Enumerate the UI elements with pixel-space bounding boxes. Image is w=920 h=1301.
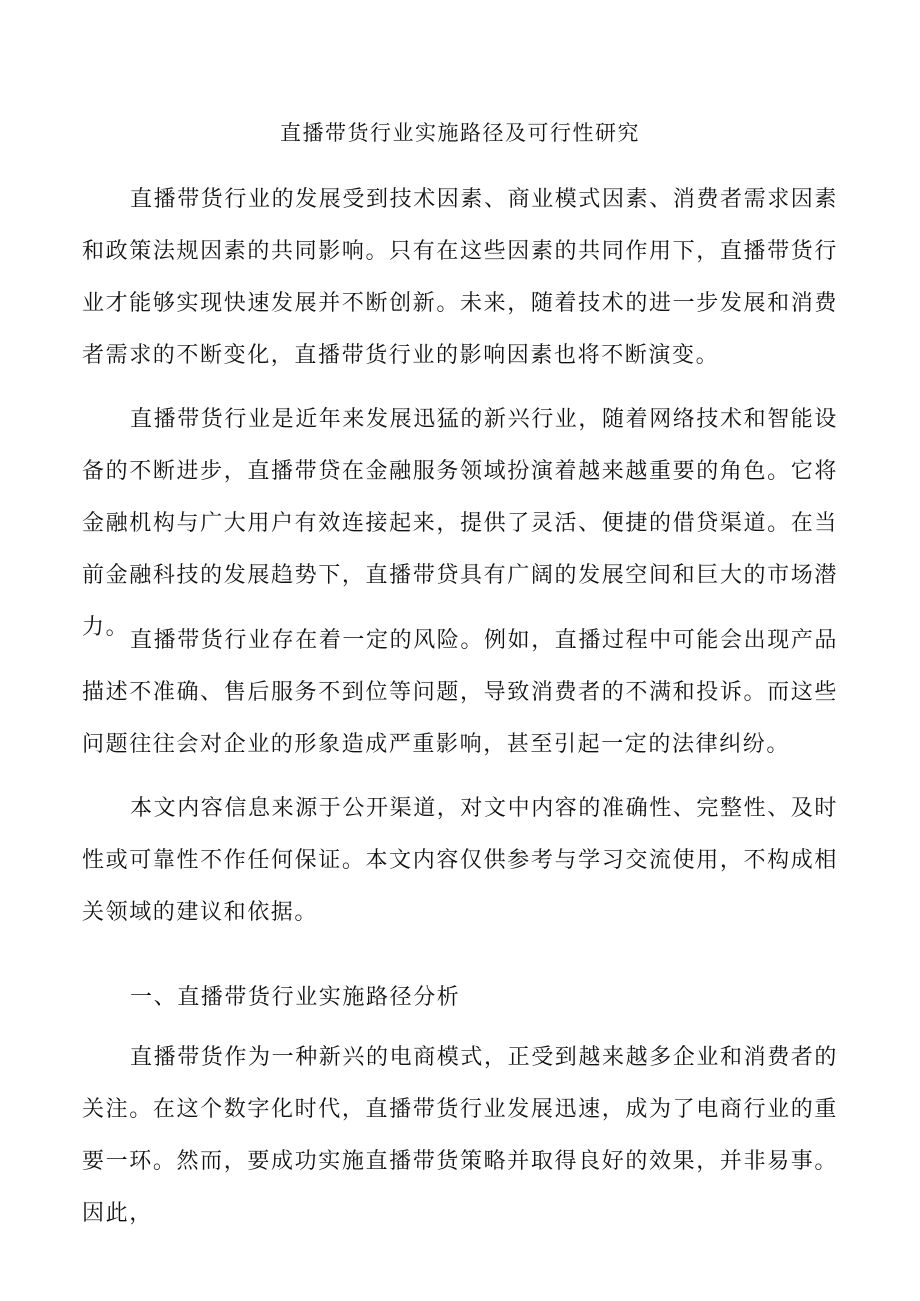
paragraph-industry-risks: 直播带货行业存在着一定的风险。例如，直播过程中可能会出现产品描述不准确、售后服务不到位等问题，导致消费者的不满和投诉。而这些问题往往会对企业的形象造成严重影响，甚至引起一定的法律纠纷。 xyxy=(82,628,839,757)
paragraph-influencing-factors: 直播带货行业的发展受到技术因素、商业模式因素、消费者需求因素和政策法规因素的共同影响。只有在这些因素的共同作用下，直播带货行业才能够实现快速发展并不断创新。未来，随着技术的进一步发展和消费者需求的不断变化，直播带货行业的影响因素也将不断演变。 xyxy=(82,187,839,368)
section-heading: 一、直播带货行业实施路径分析 xyxy=(130,985,461,1010)
paragraph-industry-growth: 直播带货行业是近年来发展迅猛的新兴行业，随着网络技术和智能设备的不断进步，直播带贷在金融服务领域扮演着越来越重要的角色。它将金融机构与广大用户有效连接起来，提供了灵活、便捷的借贷渠道。在当前金融科技的发展趋势下，直播带贷具有广阔的发展空间和巨大的市场潜力。 xyxy=(82,407,839,640)
paragraph-disclaimer: 本文内容信息来源于公开渠道，对文中内容的准确性、完整性、及时性或可靠性不作任何保证。本文内容仅供参考与学习交流使用，不构成相关领域的建议和依据。 xyxy=(82,796,839,925)
document-title: 直播带货行业实施路径及可行性研究 xyxy=(280,121,640,145)
paragraph-section-intro: 直播带货作为一种新兴的电商模式，正受到越来越多企业和消费者的关注。在这个数字化时代，直播带货行业发展迅速，成为了电商行业的重要一环。然而，要成功实施直播带货策略并取得良好的效果，并非易事。因此， xyxy=(82,1045,839,1226)
